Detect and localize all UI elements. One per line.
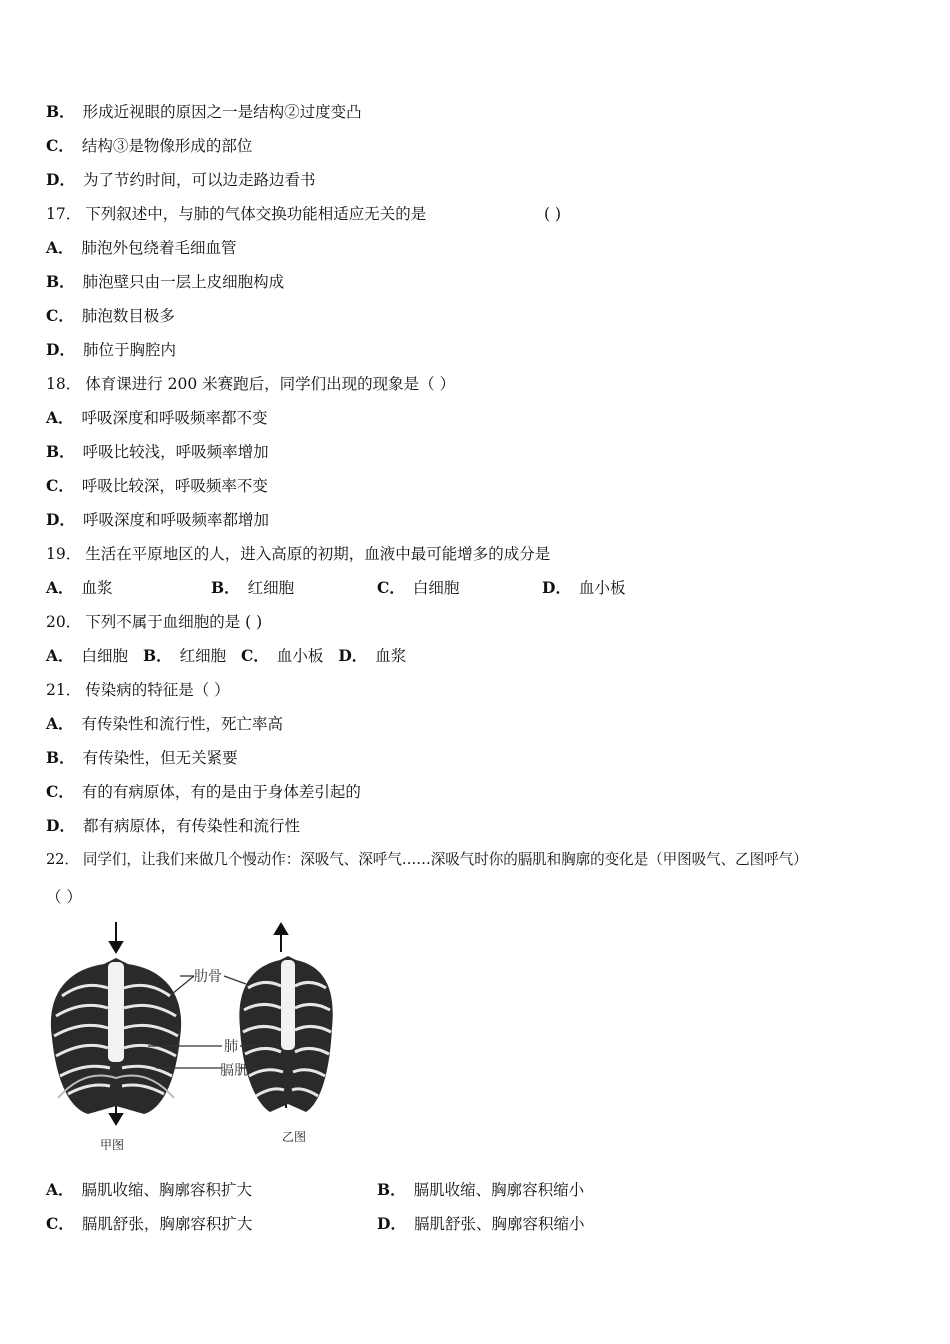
q21-option-d	[46, 816, 300, 836]
option-text: 呼吸深度和呼吸频率都增加	[82, 511, 269, 529]
option-text: 肺泡壁只由一层上皮细胞构成	[82, 273, 285, 291]
label-lung: 肺	[224, 1039, 238, 1055]
caption-jia: 甲图	[100, 1138, 125, 1152]
option-text: 血小板	[578, 579, 626, 597]
q18-option-a	[46, 408, 268, 428]
q19-option-b	[211, 578, 294, 598]
option-label: D．	[46, 816, 75, 835]
option-text: 呼吸比较浅，呼吸频率增加	[82, 443, 269, 461]
q17-option-b	[46, 272, 284, 292]
question-text: 体育课进行 200 米赛跑后，同学们出现的现象是（ ）	[85, 375, 456, 393]
option-label: A．	[46, 578, 74, 597]
option-label: A．	[46, 1180, 74, 1199]
q21-option-c	[46, 782, 361, 802]
q18-option-c	[46, 476, 268, 496]
q20-stem	[46, 612, 262, 632]
option-label: D．	[338, 646, 368, 665]
question-text: 下列叙述中，与肺的气体交换功能相适应无关的是	[85, 205, 427, 223]
option-label: A．	[46, 646, 74, 665]
option-text: 膈肌舒张，胸廓容积扩大	[81, 1215, 253, 1233]
option-text: 有传染性和流行性，死亡率高	[81, 715, 284, 733]
question-number: 22．	[46, 851, 79, 868]
option-text: 红细胞	[179, 647, 227, 665]
label-diaphragm: 膈肌	[220, 1063, 248, 1079]
option-text: 都有病原体，有传染性和流行性	[82, 817, 300, 835]
option-label: B．	[142, 646, 172, 665]
question-number: 19．	[46, 545, 82, 563]
option-label: A．	[46, 714, 74, 733]
q18-stem	[46, 374, 455, 394]
option-text: 肺泡外包绕着毛细血管	[81, 239, 237, 257]
option-label: C．	[46, 306, 74, 325]
option-label: B．	[46, 102, 75, 121]
option-text: 呼吸比较深，呼吸频率不变	[81, 477, 268, 495]
label-ribs: 肋骨	[194, 969, 222, 985]
option-text: 血浆	[81, 579, 113, 597]
option-text: 呼吸深度和呼吸频率都不变	[81, 409, 268, 427]
q19-option-d	[542, 578, 625, 598]
option-label: D．	[46, 170, 75, 189]
q16-option-b	[46, 102, 362, 122]
rib-cage-figure	[44, 918, 344, 1158]
option-text: 有的有病原体，有的是由于身体差引起的	[81, 783, 361, 801]
option-text: 有传染性，但无关紧要	[82, 749, 238, 767]
option-label: C．	[46, 136, 74, 155]
q21-option-a	[46, 714, 283, 734]
question-number: 20．	[46, 613, 82, 631]
option-text: 膈肌舒张、胸廓容积缩小	[413, 1215, 585, 1233]
option-text: 红细胞	[247, 579, 295, 597]
q22-bracket: （ ）	[46, 888, 82, 906]
q17-option-a	[46, 238, 237, 258]
question-number: 18．	[46, 375, 82, 393]
answer-bracket: ( )	[544, 205, 562, 223]
option-label: C．	[377, 578, 405, 597]
option-text: 血浆	[375, 647, 407, 665]
question-text: 下列不属于血细胞的是 ( )	[85, 613, 263, 631]
q22-option-b	[377, 1180, 584, 1200]
option-label: C．	[241, 646, 269, 665]
option-text: 膈肌收缩、胸廓容积扩大	[81, 1181, 253, 1199]
option-label: B．	[211, 578, 240, 597]
q17-stem	[46, 204, 606, 224]
rib-cage-illustration	[44, 918, 344, 1158]
q18-option-b	[46, 442, 269, 462]
q20-options	[46, 646, 406, 666]
option-text: 肺位于胸腔内	[82, 341, 176, 359]
option-text: 膈肌收缩、胸廓容积缩小	[413, 1181, 585, 1199]
option-text: 白细胞	[412, 579, 460, 597]
q17-option-d	[46, 340, 176, 360]
caption-yi: 乙图	[282, 1130, 307, 1144]
option-label: D．	[46, 340, 75, 359]
q21-option-b	[46, 748, 238, 768]
option-text: 结构③是物像形成的部位	[81, 137, 253, 155]
option-label: D．	[377, 1214, 406, 1233]
option-label: A．	[46, 408, 74, 427]
option-label: B．	[46, 442, 75, 461]
question-number: 21．	[46, 681, 82, 699]
option-label: B．	[377, 1180, 406, 1199]
q21-stem	[46, 680, 230, 700]
q18-option-d	[46, 510, 269, 530]
q19-option-a	[46, 578, 113, 598]
question-text: 同学们，让我们来做几个慢动作：深吸气、深呼气……深吸气时你的膈肌和胸廓的变化是（甲图吸气、乙图呼气）	[82, 851, 808, 868]
q17-option-c	[46, 306, 175, 326]
q22-option-c	[46, 1214, 252, 1234]
option-text: 白细胞	[81, 647, 129, 665]
q16-option-d	[46, 170, 315, 190]
option-label: C．	[46, 1214, 74, 1233]
q22-stem	[46, 850, 808, 870]
option-label: D．	[46, 510, 75, 529]
option-label: B．	[46, 272, 75, 291]
q16-option-c	[46, 136, 252, 156]
option-label: C．	[46, 782, 74, 801]
option-label: D．	[542, 578, 571, 597]
q22-option-d	[377, 1214, 584, 1234]
option-label: B．	[46, 748, 75, 767]
option-text: 为了节约时间，可以边走路边看书	[82, 171, 316, 189]
q19-stem	[46, 544, 550, 564]
q19-option-c	[377, 578, 459, 598]
question-text: 传染病的特征是（ ）	[85, 681, 230, 699]
option-label: C．	[46, 476, 74, 495]
option-text: 形成近视眼的原因之一是结构②过度变凸	[82, 103, 362, 121]
option-text: 肺泡数目极多	[81, 307, 175, 325]
option-label: A．	[46, 238, 74, 257]
q22-option-a	[46, 1180, 252, 1200]
question-number: 17．	[46, 205, 82, 223]
option-text: 血小板	[276, 647, 324, 665]
question-text: 生活在平原地区的人，进入高原的初期，血液中最可能增多的成分是	[85, 545, 551, 563]
